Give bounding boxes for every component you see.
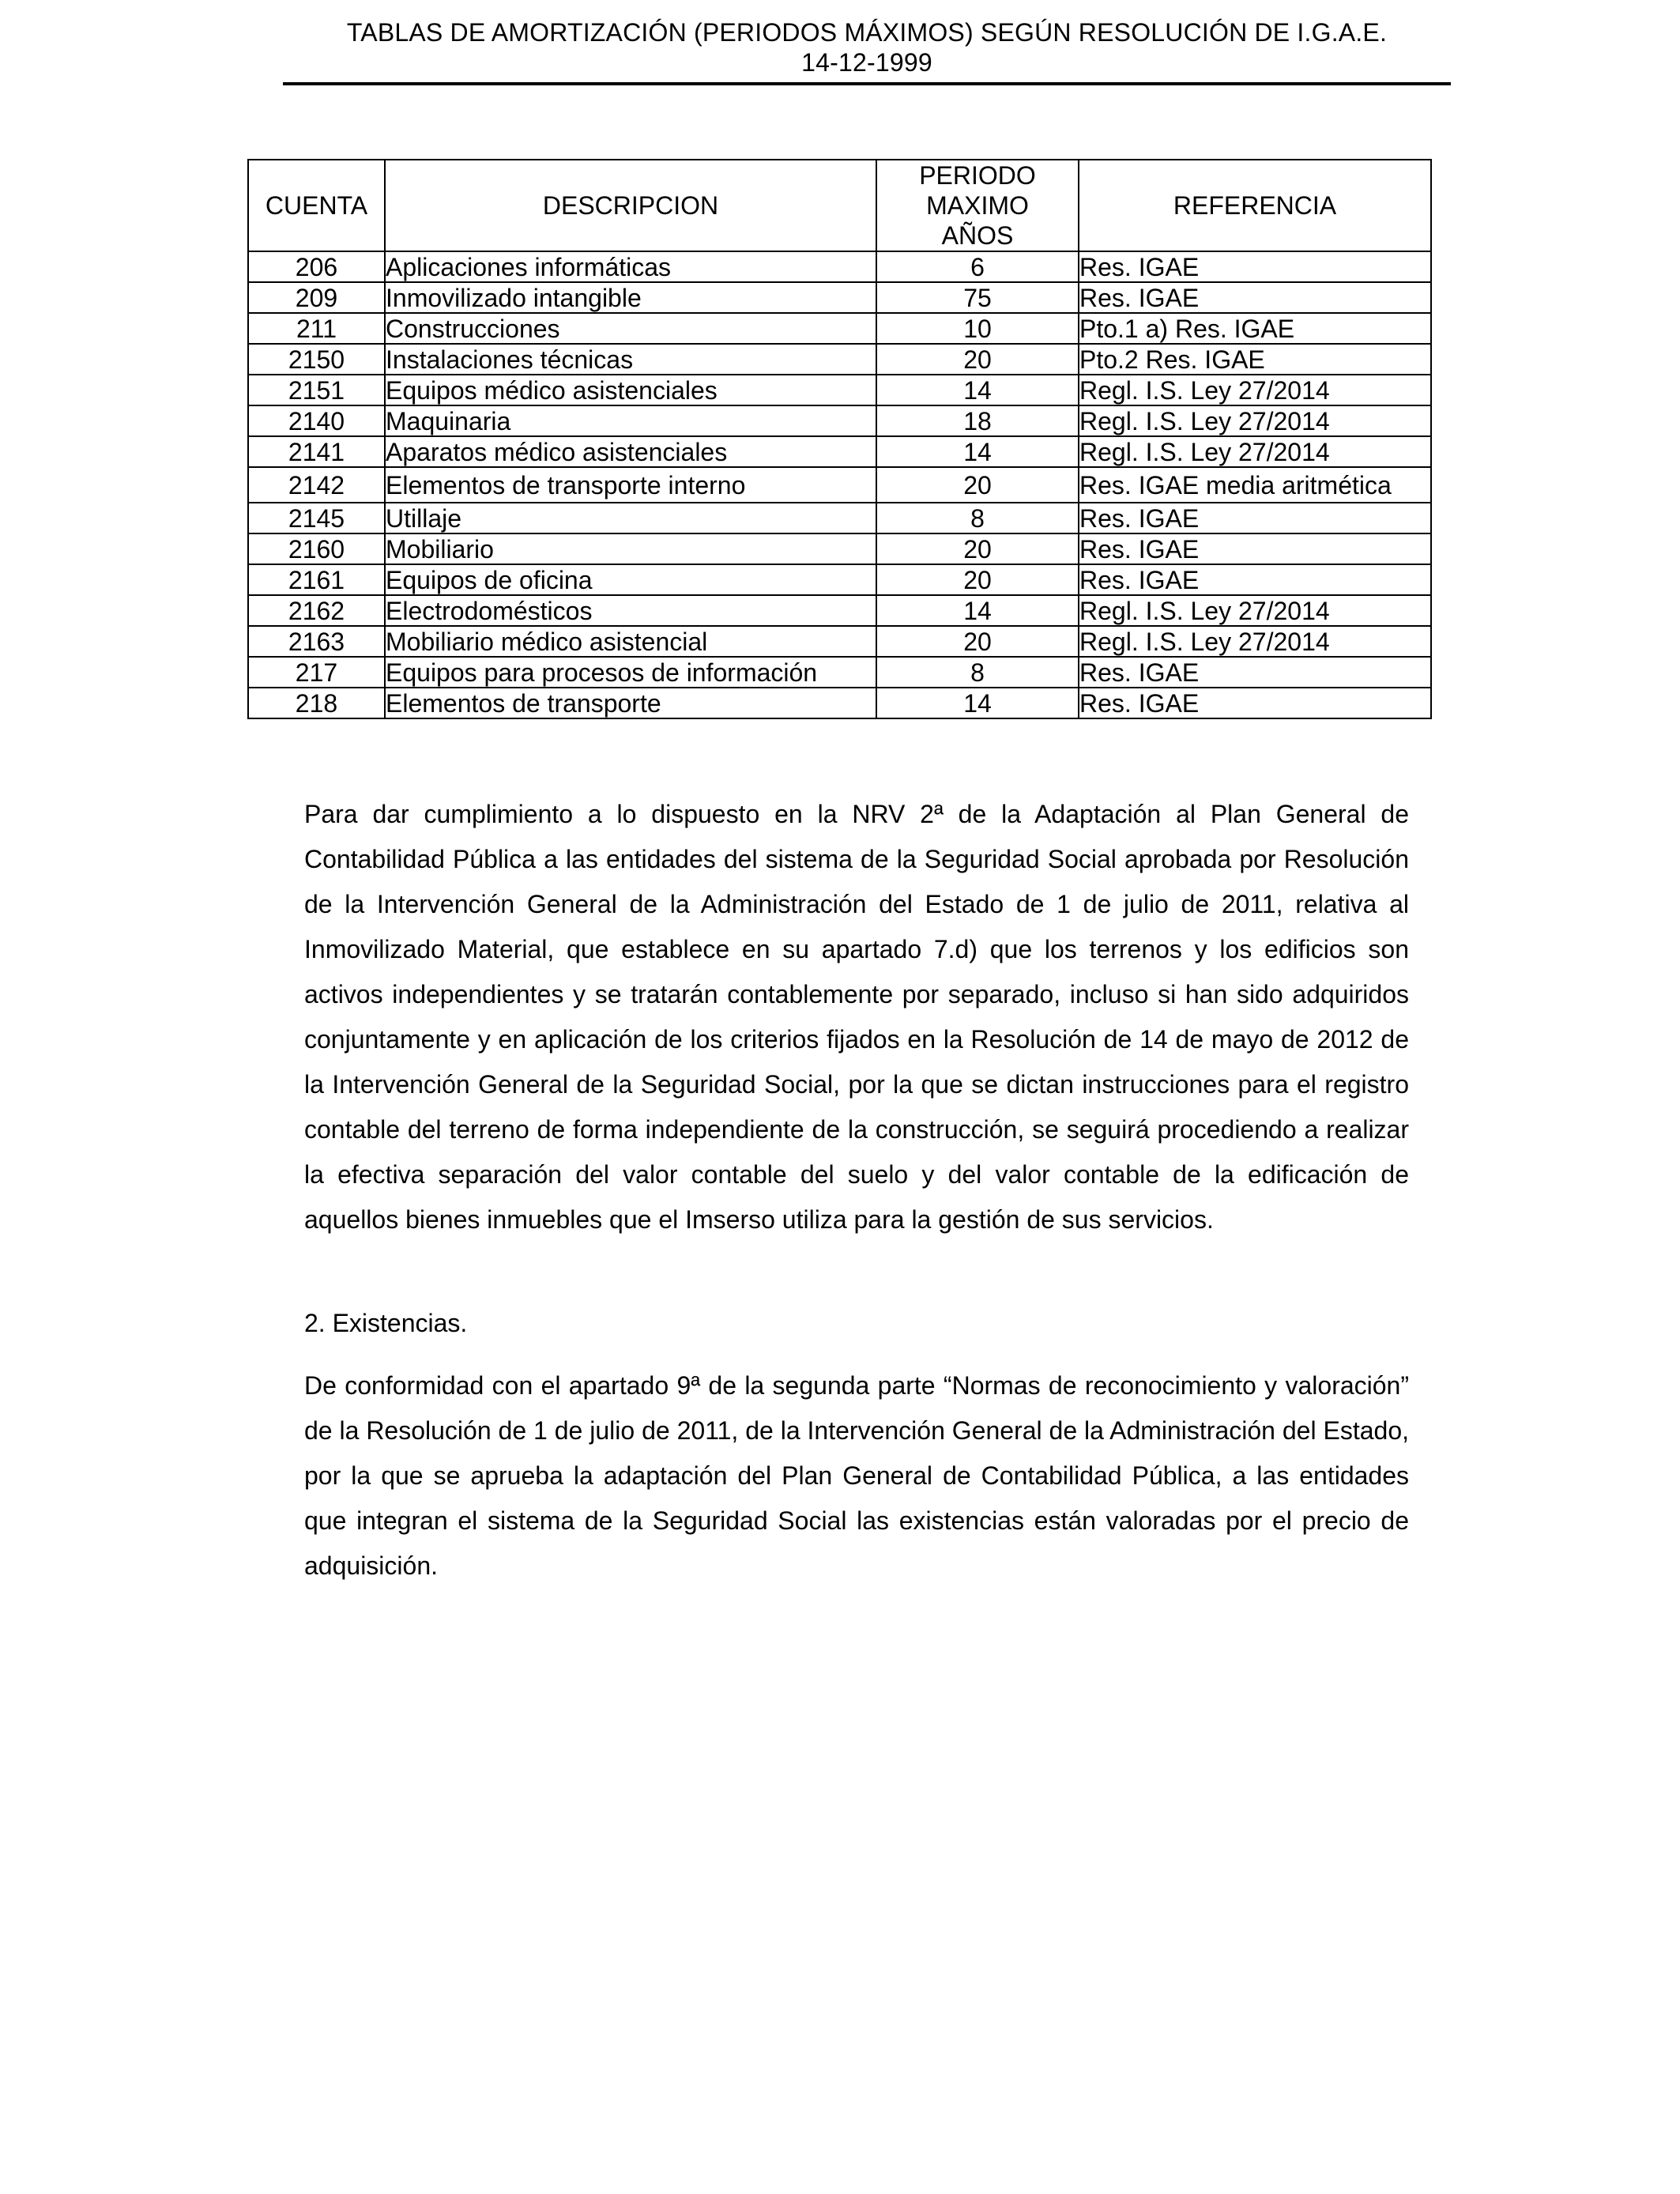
body-paragraph-existencias: De conformidad con el apartado 9ª de la segunda parte “Normas de reconocimiento y valoración” de la Resolución de 1 de julio de 2011, de la Intervención General de la Administración del Estado, por la que se aprueba la adaptación del Plan General de Contabilidad Pública, a las entidades que integran el sistema de la Seguridad Social las existencias están valoradas por el precio de adquisición.: [304, 1371, 1409, 1580]
column-header-periodo-line1: PERIODO: [919, 161, 1036, 190]
cell-referencia: Pto.1 a) Res. IGAE: [1079, 313, 1431, 344]
cell-periodo: 14: [876, 375, 1079, 405]
cell-descripcion: Inmovilizado intangible: [385, 282, 876, 313]
cell-cuenta: 209: [248, 282, 385, 313]
column-header-periodo: [876, 160, 1079, 251]
cell-descripcion: Aplicaciones informáticas: [385, 251, 876, 282]
cell-cuenta: 2162: [248, 595, 385, 626]
cell-periodo: 20: [876, 564, 1079, 595]
cell-cuenta: 2142: [248, 467, 385, 503]
column-header-cuenta: CUENTA: [248, 160, 385, 251]
cell-descripcion: Mobiliario médico asistencial: [385, 626, 876, 657]
table-header-row: [248, 160, 1431, 251]
cell-referencia: Regl. I.S. Ley 27/2014: [1079, 626, 1431, 657]
table-row: [248, 626, 1431, 657]
cell-referencia: Regl. I.S. Ley 27/2014: [1079, 375, 1431, 405]
cell-descripcion: Elementos de transporte: [385, 688, 876, 718]
table-row: [248, 688, 1431, 718]
cell-cuenta: 2161: [248, 564, 385, 595]
table-row: [248, 405, 1431, 436]
table-row: [248, 375, 1431, 405]
page-header: [283, 17, 1451, 77]
cell-periodo: 8: [876, 657, 1079, 688]
table-row: [248, 282, 1431, 313]
cell-descripcion: Instalaciones técnicas: [385, 344, 876, 375]
table-row: [248, 564, 1431, 595]
table-row: [248, 595, 1431, 626]
cell-referencia: Res. IGAE: [1079, 503, 1431, 533]
cell-descripcion: Equipos médico asistenciales: [385, 375, 876, 405]
cell-referencia: Pto.2 Res. IGAE: [1079, 344, 1431, 375]
cell-periodo: 6: [876, 251, 1079, 282]
cell-referencia: Res. IGAE media aritmética: [1079, 467, 1431, 503]
cell-cuenta: 218: [248, 688, 385, 718]
cell-descripcion: Equipos para procesos de información: [385, 657, 876, 688]
column-header-periodo-line2: MAXIMO: [926, 191, 1029, 220]
cell-cuenta: 2151: [248, 375, 385, 405]
body-paragraph-inmovilizado: Para dar cumplimiento a lo dispuesto en la NRV 2ª de la Adaptación al Plan General de Contabilidad Pública a las entidades del sistema de la Seguridad Social aprobada por Resolución de la Intervención General de la Administración del Estado de 1 de julio de 2011, relativa al Inmovilizado Material, que establece en su apartado 7.d) que los terrenos y los edificios son activos independientes y se tratarán contablemente por separado, incluso si han sido adquiridos conjuntamente y en aplicación de los criterios fijados en la Resolución de 14 de mayo de 2012 de la Intervención General de la Seguridad Social, por la que se dictan instrucciones para el registro contable del terreno de forma independiente de la construcción, se seguirá procediendo a realizar la efectiva separación del valor contable del suelo y del valor contable de la edificación de aquellos bienes inmuebles que el Imserso utiliza para la gestión de sus servicios.: [304, 800, 1409, 1234]
table-row: [248, 436, 1431, 467]
column-header-periodo-line3: AÑOS: [941, 221, 1014, 250]
cell-referencia: Res. IGAE: [1079, 282, 1431, 313]
cell-descripcion: Equipos de oficina: [385, 564, 876, 595]
table-row: [248, 657, 1431, 688]
cell-descripcion: Mobiliario: [385, 533, 876, 564]
cell-descripcion: Maquinaria: [385, 405, 876, 436]
header-title: TABLAS DE AMORTIZACIÓN (PERIODOS MÁXIMOS) SEGÚN RESOLUCIÓN DE I.G.A.E.: [346, 18, 1388, 47]
column-header-descripcion: DESCRIPCION: [385, 160, 876, 251]
cell-referencia: Res. IGAE: [1079, 688, 1431, 718]
cell-cuenta: 2140: [248, 405, 385, 436]
cell-periodo: 20: [876, 344, 1079, 375]
cell-referencia: Regl. I.S. Ley 27/2014: [1079, 405, 1431, 436]
cell-referencia: Regl. I.S. Ley 27/2014: [1079, 595, 1431, 626]
cell-periodo: 14: [876, 436, 1079, 467]
cell-referencia: Res. IGAE: [1079, 533, 1431, 564]
table-row: [248, 503, 1431, 533]
cell-referencia: Res. IGAE: [1079, 251, 1431, 282]
cell-cuenta: 2160: [248, 533, 385, 564]
cell-descripcion: Construcciones: [385, 313, 876, 344]
cell-descripcion: Electrodomésticos: [385, 595, 876, 626]
cell-periodo: 8: [876, 503, 1079, 533]
column-header-referencia: REFERENCIA: [1079, 160, 1431, 251]
cell-periodo: 14: [876, 688, 1079, 718]
cell-cuenta: 2150: [248, 344, 385, 375]
cell-cuenta: 2163: [248, 626, 385, 657]
table-row: [248, 251, 1431, 282]
cell-descripcion: Aparatos médico asistenciales: [385, 436, 876, 467]
cell-cuenta: 2145: [248, 503, 385, 533]
table-row: [248, 467, 1431, 503]
table-row: [248, 533, 1431, 564]
table-row: [248, 344, 1431, 375]
cell-descripcion: Utillaje: [385, 503, 876, 533]
cell-descripcion: Elementos de transporte interno: [385, 467, 876, 503]
header-date: 14-12-1999: [801, 48, 932, 77]
cell-cuenta: 2141: [248, 436, 385, 467]
cell-cuenta: 206: [248, 251, 385, 282]
table-row: [248, 313, 1431, 344]
cell-referencia: Res. IGAE: [1079, 657, 1431, 688]
cell-periodo: 10: [876, 313, 1079, 344]
cell-referencia: Res. IGAE: [1079, 564, 1431, 595]
cell-cuenta: 217: [248, 657, 385, 688]
cell-periodo: 18: [876, 405, 1079, 436]
cell-periodo: 20: [876, 626, 1079, 657]
section-heading-existencias: 2. Existencias.: [304, 1309, 468, 1337]
cell-periodo: 14: [876, 595, 1079, 626]
cell-periodo: 75: [876, 282, 1079, 313]
cell-periodo: 20: [876, 533, 1079, 564]
amortization-table: [247, 159, 1432, 719]
cell-periodo: 20: [876, 467, 1079, 503]
cell-referencia: Regl. I.S. Ley 27/2014: [1079, 436, 1431, 467]
cell-cuenta: 211: [248, 313, 385, 344]
header-rule: [283, 82, 1451, 85]
